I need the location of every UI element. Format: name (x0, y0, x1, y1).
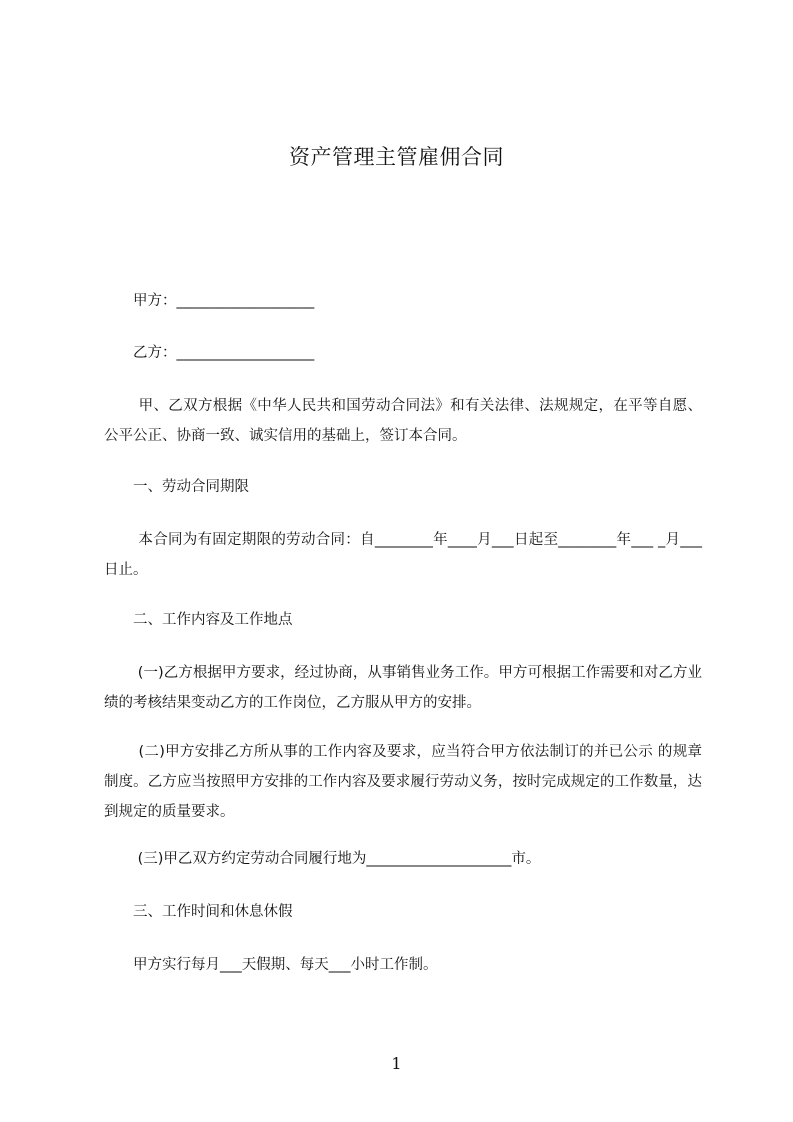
section-2-item-2: (二)甲方安排乙方所从事的工作内容及要求，应当符合甲方依法制订的并已公示 的规章制度。乙方应当按照甲方安排的工作内容及要求履行劳动义务，按时完成规定的工作数量，达到规定的质量要求。 (104, 744, 702, 820)
section-1-heading: 一、劳动合同期限 (104, 479, 249, 495)
document-title: 资产管理主管雇佣合同 (289, 145, 504, 169)
section-3-heading: 三、工作时间和休息休假 (104, 904, 293, 920)
page-number: 1 (391, 1054, 402, 1073)
party-b-line: 乙方：___________________ (104, 345, 315, 361)
section-2-heading: 二、工作内容及工作地点 (104, 612, 293, 628)
party-a-line: 甲方：___________________ (104, 293, 315, 309)
section-3-body: 甲方实行每月___天假期、每天___小时工作制。 (104, 957, 438, 973)
section-2-item-3: (三)甲乙双方约定劳动合同履行地为____________________市。 (104, 851, 541, 867)
section-2-item-1: (一)乙方根据甲方要求，经过协商，从事销售业务工作。甲方可根据工作需要和对乙方业绩的考核结果变动乙方的工作岗位，乙方服从甲方的安排。 (104, 665, 702, 711)
section-1-body: 本合同为有固定期限的劳动合同：自________年____月___日起至________年___ _月___日止。 (104, 532, 702, 578)
intro-paragraph: 甲、乙双方根据《中华人民共和国劳动合同法》和有关法律、法规规定，在平等自愿、公平公正、协商一致、诚实信用的基础上，签订本合同。 (104, 398, 702, 444)
